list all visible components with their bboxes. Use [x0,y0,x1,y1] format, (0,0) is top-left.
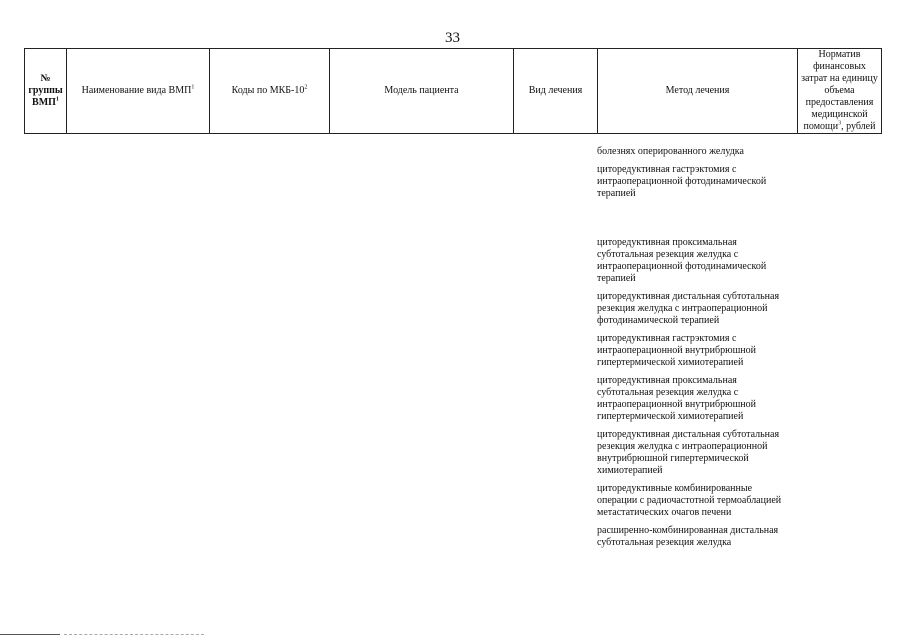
header-mkb-codes-footnote: 2 [304,84,308,91]
header-treatment-method-label: Метод лечения [665,85,730,96]
header-table [24,48,882,134]
method-item: циторедуктивная проксимальная субтотальная резекция желудка с интраоперационной внутрибрюшной гипертермической химиотерапией [597,375,756,422]
header-treatment-type [514,49,598,134]
method-item: циторедуктивные комбинированные операции с радиочастотной термоаблацией метастатических очагов печени [597,483,782,518]
header-vmp-name-footnote: 1 [191,84,195,91]
header-row [25,49,882,134]
header-treatment-method [598,49,798,134]
header-group-number [25,49,67,134]
method-item: расширенно-комбинированная дистальная субтотальная резекция желудка [597,525,779,548]
header-cost-norm-unit: , рублей [841,121,876,132]
header-group-number-label: № группы ВМП [28,73,63,108]
footer-rule [0,634,60,635]
method-item: циторедуктивная проксимальная субтотальная резекция желудка с интраоперационной фотодинамической терапией [597,237,767,284]
header-cost-norm-footnote: 3 [838,120,842,127]
header-treatment-type-label: Вид лечения [528,85,583,96]
header-mkb-codes [210,49,330,134]
header-cost-norm [798,49,882,134]
method-item: циторедуктивная гастрэктомия с интраоперационной внутрибрюшной гипертермической химиотерапией [597,333,756,368]
method-item: циторедуктивная дистальная субтотальная резекция желудка с интраоперационной фотодинамической терапией [597,291,780,326]
method-item: циторедуктивная гастрэктомия с интраоперационной фотодинамической терапией [597,164,767,199]
method-item: болезнях оперированного желудка [597,146,744,157]
header-vmp-name [67,49,210,134]
method-item: циторедуктивная дистальная субтотальная резекция желудка с интраоперационной внутрибрюшной гипертермической химиотерапией [597,429,780,476]
header-mkb-codes-label: Коды по МКБ-10 [231,85,305,96]
header-vmp-name-label: Наименование вида ВМП [81,85,192,96]
footer-rule-faint [64,634,204,635]
header-cost-norm-label: Норматив финансовых затрат на единицу объема предоставления медицинской помощи [801,49,878,132]
header-group-number-footnote: 1 [55,96,59,103]
header-patient-model [330,49,514,134]
treatment-method-list [597,146,787,555]
header-patient-model-label: Модель пациента [384,85,459,96]
page-number: 33 [445,30,460,46]
